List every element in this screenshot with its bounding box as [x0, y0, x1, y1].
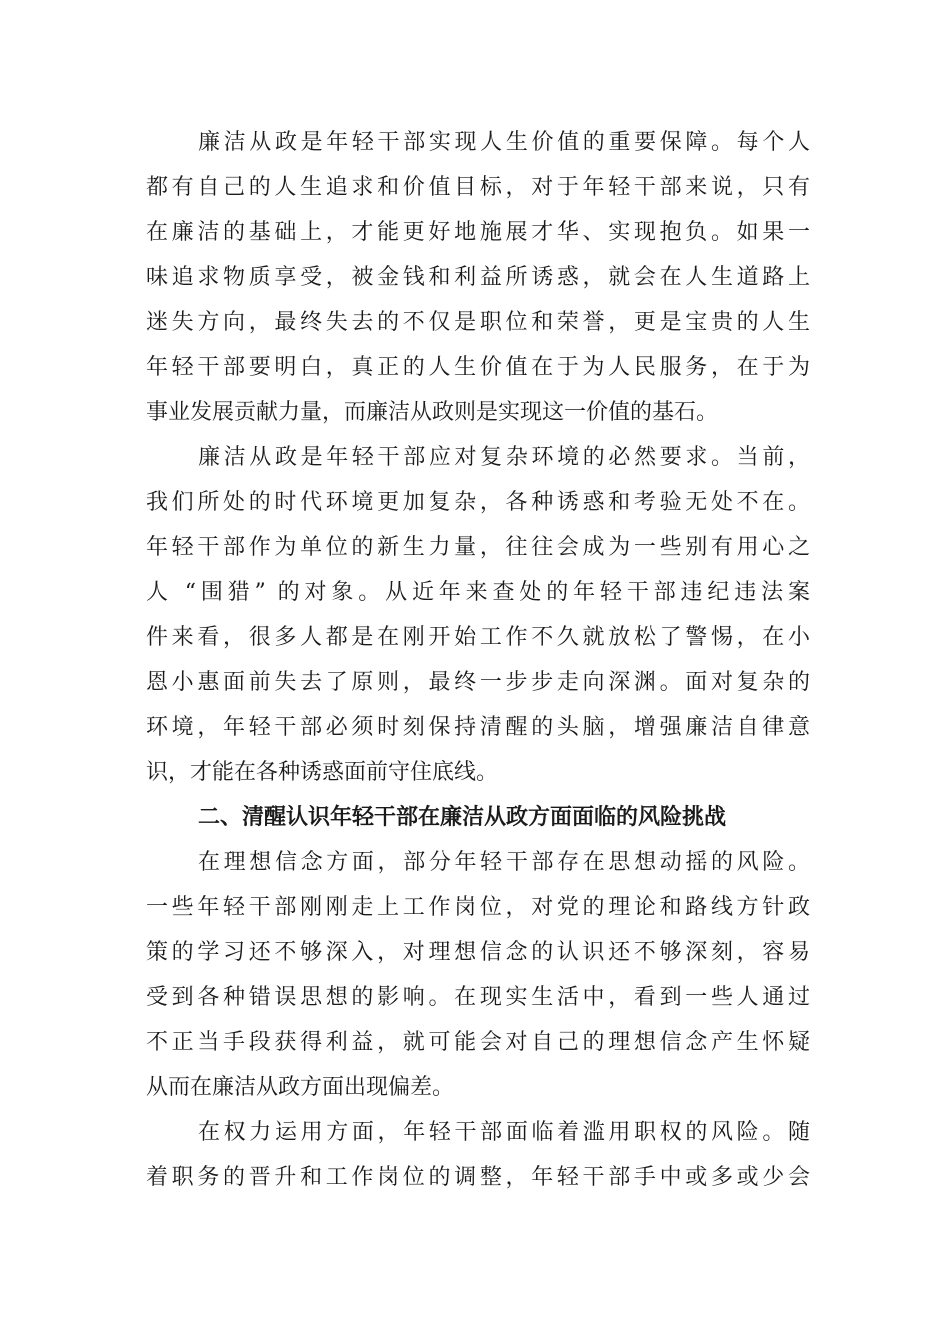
paragraph-line: 识，才能在各种诱惑面前守住底线。	[146, 760, 499, 785]
paragraph-line: 着职务的晋升和工作岗位的调整，年轻干部手中或多或少会	[146, 1165, 810, 1190]
paragraph-line: 年轻干部要明白，真正的人生价值在于为人民服务，在于为	[146, 355, 810, 380]
paragraph-line: 环境，年轻干部必须时刻保持清醒的头脑，增强廉洁自律意	[146, 715, 810, 740]
paragraph-line: 都有自己的人生追求和价值目标，对于年轻干部来说，只有	[146, 175, 810, 200]
paragraph-line: 迷失方向，最终失去的不仅是职位和荣誉，更是宝贵的人生	[146, 310, 810, 335]
paragraph-line: 策的学习还不够深入，对理想信念的认识还不够深刻，容易	[146, 940, 810, 965]
paragraph-line: 不正当手段获得利益，就可能会对自己的理想信念产生怀疑	[146, 1030, 810, 1055]
paragraph-line: 受到各种错误思想的影响。在现实生活中，看到一些人通过	[146, 985, 810, 1010]
paragraph-line: 从而在廉洁从政方面出现偏差。	[146, 1075, 455, 1100]
paragraph-line: 在权力运用方面，年轻干部面临着滥用职权的风险。随	[198, 1120, 810, 1145]
document-body	[146, 120, 810, 1200]
section-heading: 二、清醒认识年轻干部在廉洁从政方面面临的风险挑战	[198, 805, 727, 830]
paragraph-line: 一些年轻干部刚刚走上工作岗位，对党的理论和路线方针政	[146, 895, 810, 920]
paragraph-line: 人 “围猎” 的对象。从近年来查处的年轻干部违纪违法案	[146, 580, 810, 605]
paragraph-line: 事业发展贡献力量，而廉洁从政则是实现这一价值的基石。	[146, 400, 719, 425]
paragraph-line: 在廉洁的基础上，才能更好地施展才华、实现抱负。如果一	[146, 220, 810, 245]
paragraph-line: 廉洁从政是年轻干部应对复杂环境的必然要求。当前，	[198, 445, 810, 470]
paragraph-line: 廉洁从政是年轻干部实现人生价值的重要保障。每个人	[198, 130, 810, 155]
paragraph-line: 味追求物质享受，被金钱和利益所诱惑，就会在人生道路上	[146, 265, 810, 290]
paragraph-line: 恩小惠面前失去了原则，最终一步步走向深渊。面对复杂的	[146, 670, 810, 695]
paragraph-line: 在理想信念方面，部分年轻干部存在思想动摇的风险。	[198, 850, 810, 875]
paragraph-line: 我们所处的时代环境更加复杂，各种诱惑和考验无处不在。	[146, 490, 810, 515]
paragraph-line: 件来看，很多人都是在刚开始工作不久就放松了警惕，在小	[146, 625, 810, 650]
paragraph-line: 年轻干部作为单位的新生力量，往往会成为一些别有用心之	[146, 535, 810, 560]
